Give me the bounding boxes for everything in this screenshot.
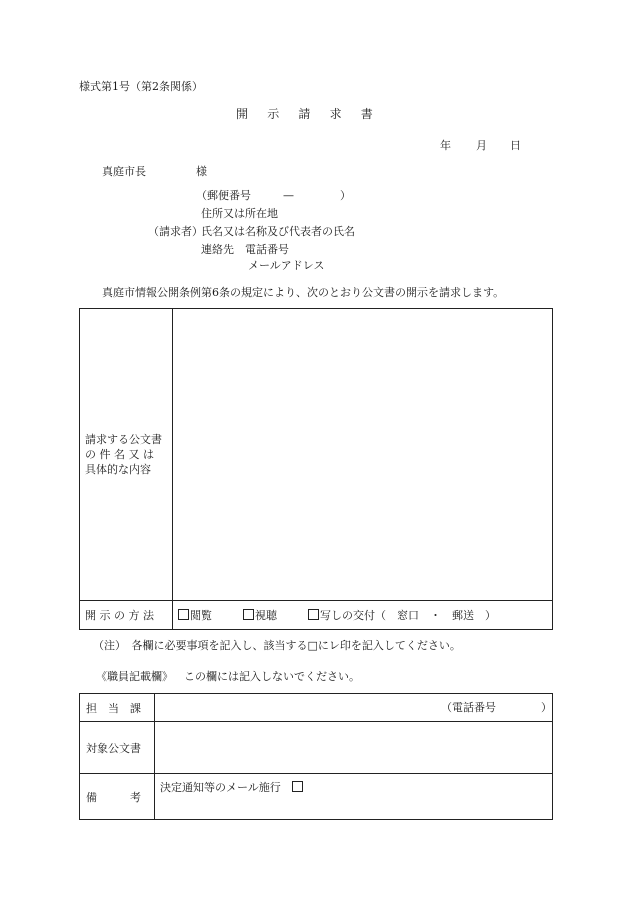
date-year-label: 年 — [440, 139, 451, 152]
page-title: 開 示 請 求 書 — [236, 107, 377, 121]
email-notice-checkbox[interactable] — [292, 781, 303, 792]
option-listening[interactable]: 視聴 — [243, 609, 277, 622]
addressee-honorific: 様 — [196, 165, 207, 178]
name-label: 氏名又は名称及び代表者の氏名 — [201, 225, 355, 238]
date-day-label: 日 — [510, 139, 521, 152]
date-month-label: 月 — [476, 139, 487, 152]
target-document-field[interactable] — [155, 722, 553, 774]
target-document-row — [80, 722, 553, 774]
viewing-checkbox[interactable] — [178, 609, 189, 620]
addressee-name: 真庭市長 — [102, 165, 146, 178]
address-label: 住所又は所在地 — [201, 207, 278, 220]
document-label-line: 具体的な内容 — [85, 463, 151, 476]
staff-phone-close: ） — [541, 700, 552, 714]
method-label: 開 示 の 方 法 — [80, 601, 173, 630]
postal-code-dash: — — [283, 189, 294, 202]
document-content-field[interactable] — [173, 309, 553, 601]
request-table — [79, 308, 553, 630]
department-row — [80, 694, 553, 722]
phone-label: 連絡先 電話番号 — [201, 243, 289, 256]
option-viewing[interactable]: 閲覧 — [178, 609, 212, 622]
listening-checkbox[interactable] — [243, 609, 254, 620]
document-label-line: の 件 名 又 は — [85, 448, 154, 461]
remarks-row — [80, 774, 553, 820]
copy-delivery-checkbox[interactable] — [308, 609, 319, 620]
email-label: メールアドレス — [248, 259, 325, 272]
remarks-field — [155, 774, 553, 820]
instructions-note: （注） 各欄に必要事項を記入し、該当する□にレ印を記入してください。 — [93, 639, 461, 652]
postal-code-prefix: （郵便番号 — [196, 189, 251, 202]
remarks-label: 備 考 — [80, 774, 155, 820]
document-label-cell — [80, 309, 173, 601]
staff-table — [79, 693, 553, 820]
method-options — [173, 601, 553, 630]
option-copy-delivery[interactable]: 写しの交付（ 窓口 ・ 郵送 ） — [308, 609, 496, 622]
staff-section-heading: 《職員記載欄》 — [96, 670, 173, 683]
document-label-line: 請求する公文書 — [85, 433, 162, 446]
document-row — [80, 309, 553, 601]
postal-code-suffix: ） — [340, 189, 351, 202]
department-field[interactable] — [155, 694, 553, 722]
staff-phone-label: （電話番号 — [441, 700, 496, 714]
target-document-label: 対象公文書 — [80, 722, 155, 774]
department-label: 担 当 課 — [80, 694, 155, 722]
form-number: 様式第1号（第2条関係） — [79, 80, 203, 93]
method-row — [80, 601, 553, 630]
email-notice-text: 決定通知等のメール施行 — [160, 781, 281, 794]
requester-role-label: （請求者） — [148, 225, 203, 238]
request-statement: 真庭市情報公開条例第6条の規定により、次のとおり公文書の開示を請求します。 — [102, 286, 505, 299]
staff-section-instruction: この欄には記入しないでください。 — [184, 670, 360, 683]
